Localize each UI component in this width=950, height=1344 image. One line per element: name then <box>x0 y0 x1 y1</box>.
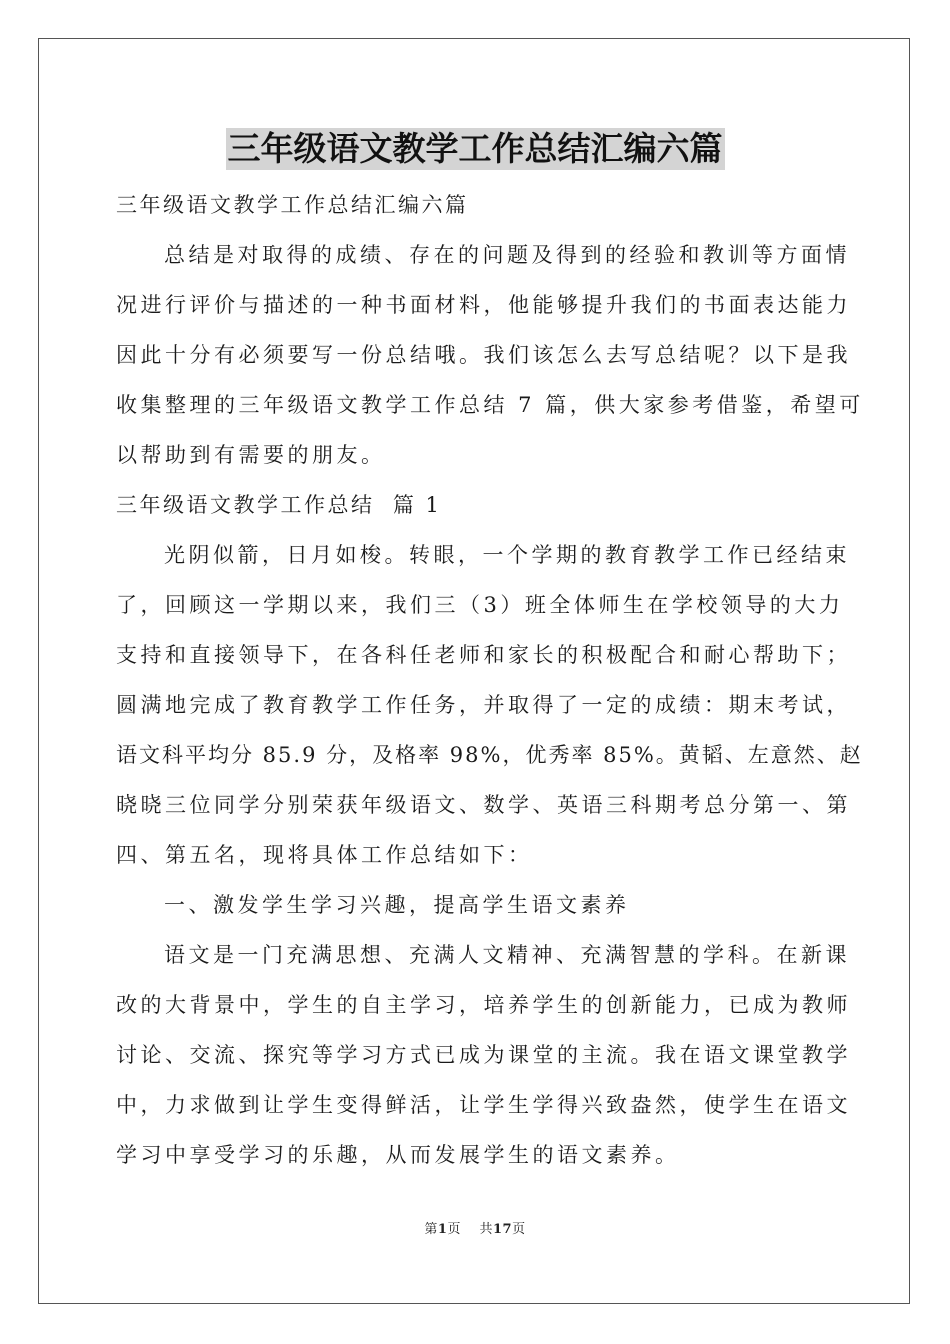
paragraph-line: 以帮助到有需要的朋友。 <box>116 443 386 467</box>
paragraph-line: 中，力求做到让学生变得鲜活，让学生学得兴致盎然，使学生在语文 <box>116 1093 851 1117</box>
document-subtitle: 三年级语文教学工作总结汇编六篇 <box>116 193 469 217</box>
paragraph-line: 晓晓三位同学分别荣获年级语文、数学、英语三科期考总分第一、第 <box>116 793 851 817</box>
page-suffix: 页 <box>447 1222 461 1237</box>
title-block <box>116 128 834 170</box>
paragraph-line: 总结是对取得的成绩、存在的问题及得到的经验和教训等方面情 <box>164 243 850 267</box>
page-number: 1 <box>437 1222 448 1237</box>
section1-paragraph <box>116 530 863 880</box>
paragraph-line: 况进行评价与描述的一种书面材料，他能够提升我们的书面表达能力 <box>116 293 851 317</box>
document-body <box>116 128 864 1180</box>
paragraph-line: 因此十分有必须要写一份总结哦。我们该怎么去写总结呢？以下是我 <box>116 343 851 367</box>
paragraph-line: 光阴似箭，日月如梭。转眼，一个学期的教育教学工作已经结束 <box>164 543 850 567</box>
subheading: 一、激发学生学习兴趣，提高学生语文素养 <box>164 893 630 917</box>
paragraph-line: 收集整理的三年级语文教学工作总结 7 篇，供大家参考借鉴，希望可 <box>116 393 864 417</box>
section1-paragraph-2 <box>116 930 851 1180</box>
paragraph-line: 了，回顾这一学期以来，我们三（3）班全体师生在学校领导的大力 <box>116 593 844 617</box>
document-title: 三年级语文教学工作总结汇编六篇 <box>227 129 723 168</box>
paragraph-line: 语文是一门充满思想、充满人文精神、充满智慧的学科。在新课 <box>164 943 850 967</box>
paragraph-line: 改的大背景中，学生的自主学习，培养学生的创新能力，已成为教师 <box>116 993 851 1017</box>
paragraph-line: 语文科平均分 85.9 分，及格率 98%，优秀率 85%。黄韬、左意然、赵 <box>116 743 863 767</box>
total-pages: 17 <box>493 1222 513 1237</box>
total-suffix: 页 <box>512 1222 526 1237</box>
paragraph-line: 讨论、交流、探究等学习方式已成为课堂的主流。我在语文课堂教学 <box>116 1043 851 1067</box>
total-prefix: 共 <box>479 1222 493 1237</box>
paragraph-line: 学习中享受学习的乐趣，从而发展学生的语文素养。 <box>116 1143 680 1167</box>
page-prefix: 第 <box>424 1222 438 1237</box>
paragraph-line: 四、第五名，现将具体工作总结如下： <box>116 843 533 867</box>
page-footer <box>0 1218 950 1237</box>
section-heading: 三年级语文教学工作总结 篇 1 <box>116 493 442 517</box>
paragraph-line: 支持和直接领导下，在各科任老师和家长的积极配合和耐心帮助下； <box>116 643 851 667</box>
paragraph-line: 圆满地完成了教育教学工作任务，并取得了一定的成绩：期末考试， <box>116 693 851 717</box>
intro-paragraph <box>116 230 864 480</box>
